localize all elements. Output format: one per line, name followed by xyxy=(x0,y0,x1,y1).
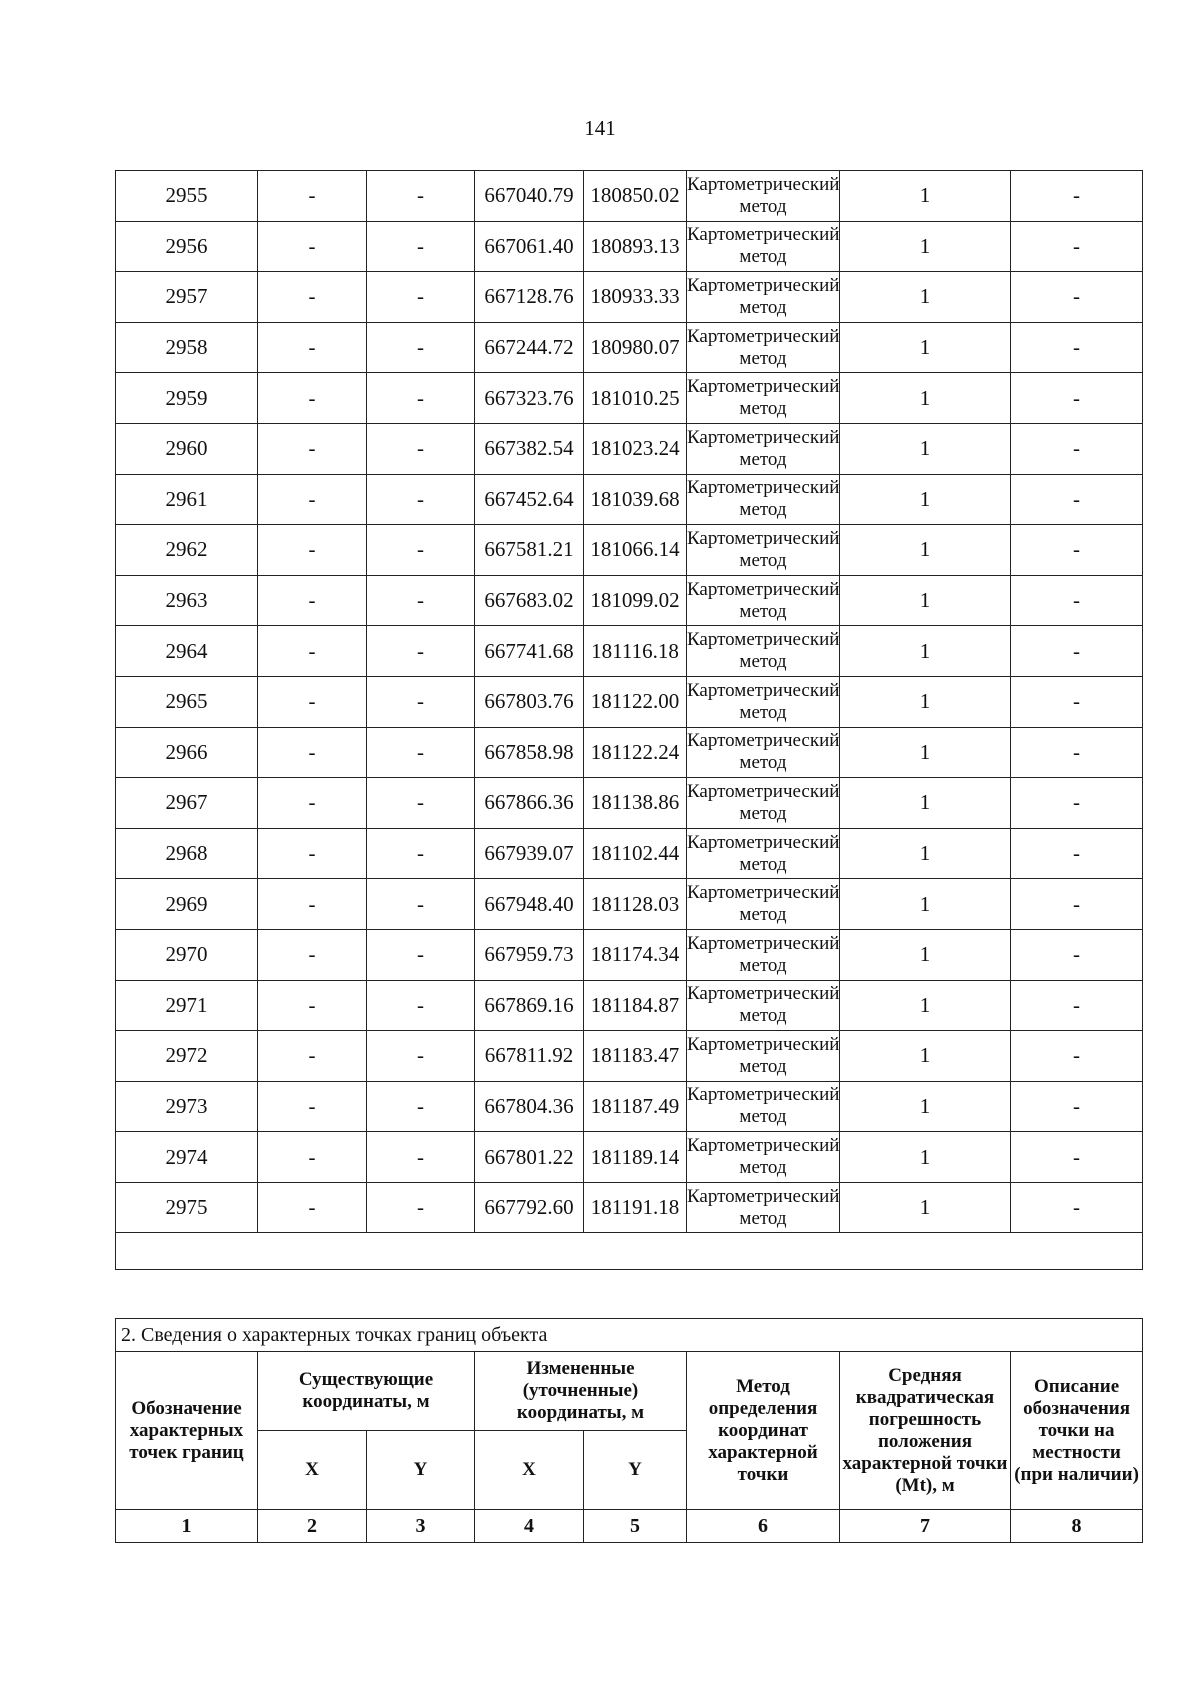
description-cell: - xyxy=(1011,525,1143,576)
description-cell: - xyxy=(1011,727,1143,778)
section2-title: 2. Сведения о характерных точках границ объекта xyxy=(116,1319,1143,1352)
description-cell: - xyxy=(1011,1081,1143,1132)
method-cell: Картометрический метод xyxy=(687,1132,840,1183)
method-cell: Картометрический метод xyxy=(687,1182,840,1233)
changed-x-cell: 667382.54 xyxy=(475,423,584,474)
existing-y-cell: - xyxy=(367,879,475,930)
changed-x-cell: 667323.76 xyxy=(475,373,584,424)
changed-y-cell: 181191.18 xyxy=(584,1182,687,1233)
column-number: 1 xyxy=(116,1510,258,1543)
existing-x-cell: - xyxy=(258,1132,367,1183)
method-cell: Картометрический метод xyxy=(687,423,840,474)
existing-x-cell: - xyxy=(258,676,367,727)
table-row xyxy=(116,423,1143,474)
changed-y-cell: 181116.18 xyxy=(584,626,687,677)
changed-y-cell: 181039.68 xyxy=(584,474,687,525)
error-cell: 1 xyxy=(840,727,1011,778)
error-cell: 1 xyxy=(840,828,1011,879)
method-cell: Картометрический метод xyxy=(687,676,840,727)
method-cell: Картометрический метод xyxy=(687,221,840,272)
header-existing-y: Y xyxy=(367,1431,475,1510)
point-id-cell: 2963 xyxy=(116,575,258,626)
changed-y-cell: 181184.87 xyxy=(584,980,687,1031)
existing-x-cell: - xyxy=(258,575,367,626)
header-changed-coordinates: Измененные (уточненные) координаты, м xyxy=(475,1352,687,1431)
point-id-cell: 2968 xyxy=(116,828,258,879)
changed-x-cell: 667939.07 xyxy=(475,828,584,879)
existing-x-cell: - xyxy=(258,474,367,525)
method-cell: Картометрический метод xyxy=(687,272,840,323)
changed-x-cell: 667948.40 xyxy=(475,879,584,930)
point-id-cell: 2975 xyxy=(116,1182,258,1233)
page-number: 141 xyxy=(584,116,616,140)
existing-x-cell: - xyxy=(258,525,367,576)
point-id-cell: 2973 xyxy=(116,1081,258,1132)
error-cell: 1 xyxy=(840,1132,1011,1183)
changed-y-cell: 181187.49 xyxy=(584,1081,687,1132)
point-id-cell: 2970 xyxy=(116,929,258,980)
existing-x-cell: - xyxy=(258,828,367,879)
method-cell: Картометрический метод xyxy=(687,575,840,626)
changed-y-cell: 181010.25 xyxy=(584,373,687,424)
existing-y-cell: - xyxy=(367,525,475,576)
changed-y-cell: 181183.47 xyxy=(584,1031,687,1082)
point-id-cell: 2962 xyxy=(116,525,258,576)
changed-x-cell: 667866.36 xyxy=(475,778,584,829)
column-number: 2 xyxy=(258,1510,367,1543)
description-cell: - xyxy=(1011,1132,1143,1183)
changed-y-cell: 181099.02 xyxy=(584,575,687,626)
changed-y-cell: 181189.14 xyxy=(584,1132,687,1183)
points-table-body xyxy=(116,171,1143,1270)
changed-x-cell: 667128.76 xyxy=(475,272,584,323)
existing-y-cell: - xyxy=(367,727,475,778)
existing-x-cell: - xyxy=(258,980,367,1031)
error-cell: 1 xyxy=(840,626,1011,677)
description-cell: - xyxy=(1011,322,1143,373)
table-row xyxy=(116,1132,1143,1183)
changed-x-cell: 667040.79 xyxy=(475,171,584,222)
existing-y-cell: - xyxy=(367,423,475,474)
table-row xyxy=(116,1031,1143,1082)
changed-y-cell: 181066.14 xyxy=(584,525,687,576)
table-row xyxy=(116,727,1143,778)
description-cell: - xyxy=(1011,221,1143,272)
table-row xyxy=(116,171,1143,222)
point-id-cell: 2966 xyxy=(116,727,258,778)
description-cell: - xyxy=(1011,423,1143,474)
error-cell: 1 xyxy=(840,1182,1011,1233)
existing-x-cell: - xyxy=(258,778,367,829)
table-row xyxy=(116,1182,1143,1233)
table-row xyxy=(116,980,1143,1031)
existing-x-cell: - xyxy=(258,1031,367,1082)
description-cell: - xyxy=(1011,171,1143,222)
existing-y-cell: - xyxy=(367,1081,475,1132)
existing-y-cell: - xyxy=(367,575,475,626)
point-id-cell: 2957 xyxy=(116,272,258,323)
existing-y-cell: - xyxy=(367,1031,475,1082)
method-cell: Картометрический метод xyxy=(687,626,840,677)
existing-x-cell: - xyxy=(258,727,367,778)
existing-y-cell: - xyxy=(367,980,475,1031)
column-number: 6 xyxy=(687,1510,840,1543)
empty-cell xyxy=(116,1233,1143,1270)
method-cell: Картометрический метод xyxy=(687,474,840,525)
point-id-cell: 2969 xyxy=(116,879,258,930)
changed-y-cell: 180933.33 xyxy=(584,272,687,323)
point-id-cell: 2960 xyxy=(116,423,258,474)
changed-x-cell: 667452.64 xyxy=(475,474,584,525)
description-cell: - xyxy=(1011,778,1143,829)
header-error: Средняя квадратическая погрешность положения характерной точки (Mt), м xyxy=(840,1352,1011,1510)
table-row xyxy=(116,879,1143,930)
changed-y-cell: 180850.02 xyxy=(584,171,687,222)
changed-x-cell: 667858.98 xyxy=(475,727,584,778)
method-cell: Картометрический метод xyxy=(687,828,840,879)
changed-x-cell: 667244.72 xyxy=(475,322,584,373)
existing-x-cell: - xyxy=(258,626,367,677)
table-row xyxy=(116,575,1143,626)
changed-y-cell: 181174.34 xyxy=(584,929,687,980)
description-cell: - xyxy=(1011,626,1143,677)
table-row xyxy=(116,828,1143,879)
column-number: 7 xyxy=(840,1510,1011,1543)
existing-x-cell: - xyxy=(258,322,367,373)
existing-x-cell: - xyxy=(258,221,367,272)
table-row xyxy=(116,373,1143,424)
method-cell: Картометрический метод xyxy=(687,879,840,930)
existing-x-cell: - xyxy=(258,1081,367,1132)
error-cell: 1 xyxy=(840,221,1011,272)
point-id-cell: 2958 xyxy=(116,322,258,373)
existing-x-cell: - xyxy=(258,272,367,323)
error-cell: 1 xyxy=(840,423,1011,474)
error-cell: 1 xyxy=(840,171,1011,222)
error-cell: 1 xyxy=(840,525,1011,576)
existing-x-cell: - xyxy=(258,879,367,930)
changed-y-cell: 181023.24 xyxy=(584,423,687,474)
method-cell: Картометрический метод xyxy=(687,525,840,576)
method-cell: Картометрический метод xyxy=(687,373,840,424)
method-cell: Картометрический метод xyxy=(687,980,840,1031)
existing-y-cell: - xyxy=(367,778,475,829)
changed-y-cell: 181138.86 xyxy=(584,778,687,829)
column-number: 8 xyxy=(1011,1510,1143,1543)
table-row xyxy=(116,626,1143,677)
method-cell: Картометрический метод xyxy=(687,1081,840,1132)
description-cell: - xyxy=(1011,1031,1143,1082)
changed-x-cell: 667803.76 xyxy=(475,676,584,727)
description-cell: - xyxy=(1011,373,1143,424)
changed-y-cell: 181122.00 xyxy=(584,676,687,727)
error-cell: 1 xyxy=(840,1081,1011,1132)
existing-x-cell: - xyxy=(258,373,367,424)
empty-row xyxy=(116,1233,1143,1270)
boundary-points-table xyxy=(115,170,1143,1270)
point-id-cell: 2956 xyxy=(116,221,258,272)
description-cell: - xyxy=(1011,676,1143,727)
point-id-cell: 2959 xyxy=(116,373,258,424)
method-cell: Картометрический метод xyxy=(687,322,840,373)
table-row xyxy=(116,474,1143,525)
description-cell: - xyxy=(1011,575,1143,626)
error-cell: 1 xyxy=(840,1031,1011,1082)
existing-y-cell: - xyxy=(367,626,475,677)
error-cell: 1 xyxy=(840,272,1011,323)
column-number: 3 xyxy=(367,1510,475,1543)
point-id-cell: 2964 xyxy=(116,626,258,677)
table-row xyxy=(116,322,1143,373)
existing-y-cell: - xyxy=(367,221,475,272)
error-cell: 1 xyxy=(840,929,1011,980)
description-cell: - xyxy=(1011,828,1143,879)
changed-x-cell: 667811.92 xyxy=(475,1031,584,1082)
section2-table xyxy=(115,1318,1143,1543)
point-id-cell: 2971 xyxy=(116,980,258,1031)
error-cell: 1 xyxy=(840,474,1011,525)
method-cell: Картометрический метод xyxy=(687,1031,840,1082)
header-method: Метод определения координат характерной точки xyxy=(687,1352,840,1510)
description-cell: - xyxy=(1011,980,1143,1031)
error-cell: 1 xyxy=(840,980,1011,1031)
error-cell: 1 xyxy=(840,575,1011,626)
existing-x-cell: - xyxy=(258,1182,367,1233)
changed-x-cell: 667581.21 xyxy=(475,525,584,576)
existing-x-cell: - xyxy=(258,423,367,474)
description-cell: - xyxy=(1011,1182,1143,1233)
point-id-cell: 2972 xyxy=(116,1031,258,1082)
existing-y-cell: - xyxy=(367,1132,475,1183)
method-cell: Картометрический метод xyxy=(687,727,840,778)
error-cell: 1 xyxy=(840,879,1011,930)
changed-y-cell: 180893.13 xyxy=(584,221,687,272)
changed-x-cell: 667683.02 xyxy=(475,575,584,626)
method-cell: Картометрический метод xyxy=(687,171,840,222)
existing-y-cell: - xyxy=(367,676,475,727)
header-existing-x: X xyxy=(258,1431,367,1510)
changed-x-cell: 667061.40 xyxy=(475,221,584,272)
existing-y-cell: - xyxy=(367,1182,475,1233)
column-number: 5 xyxy=(584,1510,687,1543)
description-cell: - xyxy=(1011,474,1143,525)
point-id-cell: 2974 xyxy=(116,1132,258,1183)
changed-x-cell: 667801.22 xyxy=(475,1132,584,1183)
column-number: 4 xyxy=(475,1510,584,1543)
header-existing-coordinates: Существующие координаты, м xyxy=(258,1352,475,1431)
existing-y-cell: - xyxy=(367,929,475,980)
method-cell: Картометрический метод xyxy=(687,778,840,829)
table-row xyxy=(116,525,1143,576)
existing-y-cell: - xyxy=(367,373,475,424)
table-row xyxy=(116,676,1143,727)
description-cell: - xyxy=(1011,929,1143,980)
changed-x-cell: 667959.73 xyxy=(475,929,584,980)
description-cell: - xyxy=(1011,272,1143,323)
error-cell: 1 xyxy=(840,322,1011,373)
existing-x-cell: - xyxy=(258,929,367,980)
existing-y-cell: - xyxy=(367,272,475,323)
changed-y-cell: 181102.44 xyxy=(584,828,687,879)
existing-y-cell: - xyxy=(367,474,475,525)
point-id-cell: 2961 xyxy=(116,474,258,525)
existing-y-cell: - xyxy=(367,171,475,222)
changed-x-cell: 667741.68 xyxy=(475,626,584,677)
changed-x-cell: 667869.16 xyxy=(475,980,584,1031)
changed-x-cell: 667804.36 xyxy=(475,1081,584,1132)
changed-y-cell: 181128.03 xyxy=(584,879,687,930)
error-cell: 1 xyxy=(840,373,1011,424)
header-changed-y: Y xyxy=(584,1431,687,1510)
point-id-cell: 2967 xyxy=(116,778,258,829)
changed-x-cell: 667792.60 xyxy=(475,1182,584,1233)
error-cell: 1 xyxy=(840,778,1011,829)
header-description: Описание обозначения точки на местности (при наличии) xyxy=(1011,1352,1143,1510)
table-row xyxy=(116,272,1143,323)
table-row xyxy=(116,778,1143,829)
header-designation: Обозначение характерных точек границ xyxy=(116,1352,258,1510)
description-cell: - xyxy=(1011,879,1143,930)
table-row xyxy=(116,1081,1143,1132)
table-row xyxy=(116,221,1143,272)
header-changed-x: X xyxy=(475,1431,584,1510)
point-id-cell: 2965 xyxy=(116,676,258,727)
error-cell: 1 xyxy=(840,676,1011,727)
existing-y-cell: - xyxy=(367,828,475,879)
existing-x-cell: - xyxy=(258,171,367,222)
method-cell: Картометрический метод xyxy=(687,929,840,980)
changed-y-cell: 181122.24 xyxy=(584,727,687,778)
point-id-cell: 2955 xyxy=(116,171,258,222)
changed-y-cell: 180980.07 xyxy=(584,322,687,373)
existing-y-cell: - xyxy=(367,322,475,373)
table-row xyxy=(116,929,1143,980)
